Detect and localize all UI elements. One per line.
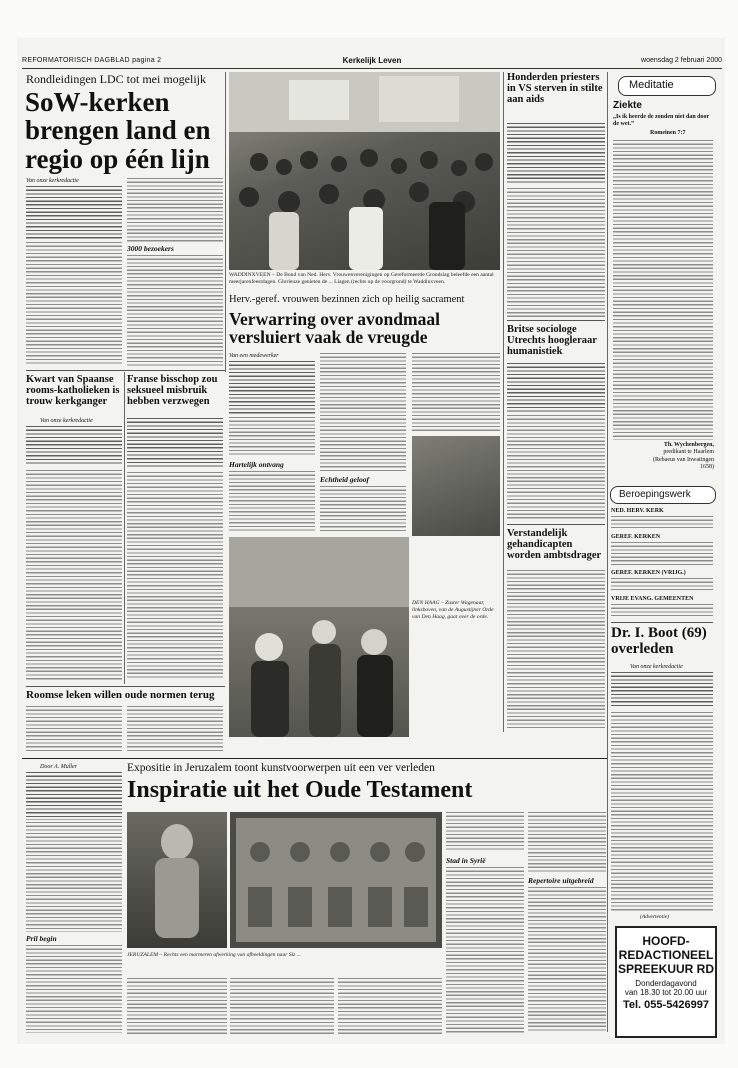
ot-photo-statue-art <box>127 812 227 948</box>
priesters-headline: Honderden priesters in VS sterven in stilte aan aids <box>507 72 603 106</box>
lead-headline <box>25 88 230 173</box>
meditatie-signature: Th. Wychenbergen, <box>663 442 714 448</box>
priesters-intro <box>507 123 605 185</box>
rule-roomse <box>26 686 225 687</box>
kwart-headline: Kwart van Spaanse rooms-katholieken is trouw kerkganger <box>26 374 120 408</box>
ot-body-col1a <box>26 822 122 932</box>
advert-line4: Donderdagavond <box>635 979 697 988</box>
ot-body-col1b <box>26 945 122 1033</box>
page-date: woensdag 2 februari 2000 <box>641 57 722 64</box>
ot-body-col2 <box>127 978 227 1034</box>
ot-body-col3 <box>230 978 334 1034</box>
roomse-headline: Roomse leken willen oude normen terug <box>26 689 215 701</box>
kwart-byline: Van onze kerkredactie <box>40 418 93 424</box>
britse-body <box>507 415 605 521</box>
lead-headline-line3: regio op één lijn <box>25 143 210 174</box>
advert-box <box>615 926 717 1038</box>
meditatie-label-text: Meditatie <box>629 79 674 91</box>
ot-intro <box>26 772 122 820</box>
rule-britse <box>507 320 605 321</box>
rule-verstandelijk <box>507 524 605 525</box>
lead-headline-line2: brengen land en <box>25 115 211 146</box>
rule-boot <box>611 622 713 623</box>
vrouwen-subhead-2: Echtheid geloof <box>320 475 369 484</box>
column-rule <box>225 72 226 372</box>
vrouwen-intro <box>229 361 315 415</box>
lead-body-col1 <box>26 242 122 366</box>
meditatie-signature-block <box>640 442 714 471</box>
verstandelijk-body <box>507 570 605 730</box>
meditatie-body <box>613 140 713 440</box>
ot-headline: Inspiratie uit het Oude Testament <box>127 777 473 803</box>
ot-subhead-1: Pril begin <box>26 934 57 943</box>
ot-photo-statue <box>127 812 227 948</box>
vrouwen-body-col2a <box>320 353 406 473</box>
beroep-text-2 <box>611 542 713 566</box>
vrouwen-body-col1a <box>229 417 315 457</box>
boot-headline: Dr. I. Boot (69) overleden <box>611 625 707 657</box>
meditatie-title: Ziekte <box>613 100 642 111</box>
ot-body-col5a <box>446 812 524 852</box>
franse-body <box>127 472 223 680</box>
vrouwen-headline-line1: Verwarring over avondmaal <box>229 309 440 329</box>
beroepingswerk-label-text: Beroepingswerk <box>619 489 691 500</box>
lead-subhead: 3000 bezoekers <box>127 244 174 253</box>
roomse-body-col2 <box>127 706 223 752</box>
gathering-photo-art <box>229 72 500 270</box>
boot-byline: Van onze kerkredactie <box>630 664 683 670</box>
lead-body-col2b <box>127 255 223 366</box>
vrouwen-subhead-1: Hartelijk ontvang <box>229 460 284 469</box>
britse-intro <box>507 363 605 413</box>
meditatie-signature-note: (Rebaeus van Inwatingen 1658) <box>653 456 714 470</box>
advert-note: (Advertentie) <box>640 914 670 920</box>
advert-phone: Tel. 055-5426997 <box>622 999 710 1011</box>
vrouwen-kicker: Herv.-geref. vrouwen bezinnen zich op heilig sacrament <box>229 294 465 305</box>
meditatie-ref: Romeinen 7:7 <box>650 130 686 136</box>
paper-name: REFORMATORISCH DAGBLAD pagina 2 <box>22 57 162 64</box>
vrouwen-byline: Van een medewerker <box>229 353 279 359</box>
ot-byline: Door A. Muller <box>40 764 78 770</box>
ot-kicker: Expositie in Jeruzalem toont kunstvoorwerpen uit een ver verleden <box>127 762 435 774</box>
advert-line2: REDACTIONEEL <box>618 948 714 962</box>
britse-headline: Britse sociologe Utrechts hoogleraar humanistiek <box>507 324 597 358</box>
gathering-photo <box>229 72 500 270</box>
lead-kicker: Rondleidingen LDC tot mei mogelijk <box>26 72 206 86</box>
lead-byline: Van onze kerkredactie <box>26 178 79 184</box>
kwart-body <box>26 470 122 680</box>
beroep-text-3 <box>611 578 713 592</box>
roomse-body-col1 <box>26 706 122 752</box>
kwart-intro <box>26 426 122 466</box>
beroepingswerk-label <box>610 486 716 504</box>
ot-photo-relief-art <box>230 812 442 948</box>
priesters-body <box>507 188 605 318</box>
ot-subhead-3: Repertoire uitgebreid <box>528 876 594 885</box>
advert-line1: HOOFD- <box>642 934 690 948</box>
column-rule-4 <box>124 372 125 684</box>
vrouwen-headline-line2: versluiert vaak de vreugde <box>229 327 428 348</box>
meditatie-signature-role: predikant te Haarlem <box>663 449 714 456</box>
boot-intro <box>611 672 713 708</box>
beroep-item-2: GEREF. KERKEN <box>611 534 661 540</box>
meditatie-quote: „Is ik heerde de zonden niet dan door de wet.” <box>613 114 710 128</box>
page-header <box>22 56 722 69</box>
beroep-text-4 <box>611 604 713 618</box>
ot-body-col4 <box>338 978 442 1034</box>
column-rule-2 <box>503 72 504 732</box>
den-haag-photo-art <box>229 537 409 737</box>
ot-caption: JERUZALEM – Rechts een marmeren afwerking van afbeeldingen naar Siz ... <box>127 952 301 958</box>
ot-photo-relief <box>230 812 442 948</box>
rule-kwart <box>26 370 225 371</box>
gathering-photo-caption: WADDINXVEEN – De Bond van Ned. Herv. Vrouwenverenigingen op Gereformeerde Grondslag beleefde een aantal meerjarenfeestdagen. Glorieuze genieten de ... Liagen (rechts op de voorgrond) te Waddinxveen. <box>229 272 494 285</box>
lead-body-col2a <box>127 178 223 242</box>
ot-subhead-2: Stad in Syrië <box>446 856 486 865</box>
beroep-item-4: VRIJE EVANG. GEMEENTEN <box>611 596 694 602</box>
den-haag-caption: DEN HAAG – Zuster Wagenaar, linksboven, van de Augustijner Orde van Den Haag, gaat over de orde. <box>412 600 494 620</box>
boot-body <box>611 712 713 912</box>
franse-headline: Franse bisschop zou seksueel misbruik hebben verzwegen <box>127 374 218 408</box>
franse-intro <box>127 418 223 468</box>
verstandelijk-headline: Verstandelijk gehandicapten worden ambtsdrager <box>507 528 602 562</box>
meditatie-label <box>618 76 716 96</box>
beroep-item-1: NED. HERV. KERK <box>611 508 664 514</box>
section-name: Kerkelijk Leven <box>342 56 402 65</box>
beroep-text-1 <box>611 516 713 530</box>
beroep-item-3: GEREF. KERKEN (VRIJG.) <box>611 570 686 576</box>
ot-body-col6b <box>528 887 606 1033</box>
lead-intro-text <box>26 186 122 240</box>
vrouwen-body-col2b <box>320 486 406 531</box>
ot-body-col5b <box>446 867 524 1033</box>
vrouwen-body-col3 <box>412 353 500 433</box>
rule-oude-testament <box>22 758 607 759</box>
vrouwen-headline <box>229 310 501 347</box>
advert-line5: van 18.30 tot 20.00 uur <box>624 988 708 997</box>
advert-line3: SPREEKUUR RD <box>617 962 714 976</box>
column-rule-3 <box>607 72 608 1032</box>
ot-body-col6a <box>528 812 606 872</box>
den-haag-photo-2 <box>412 436 500 536</box>
den-haag-photo <box>229 537 409 737</box>
vrouwen-body-col1b <box>229 471 315 531</box>
lead-headline-line1: SoW-kerken <box>25 87 170 117</box>
